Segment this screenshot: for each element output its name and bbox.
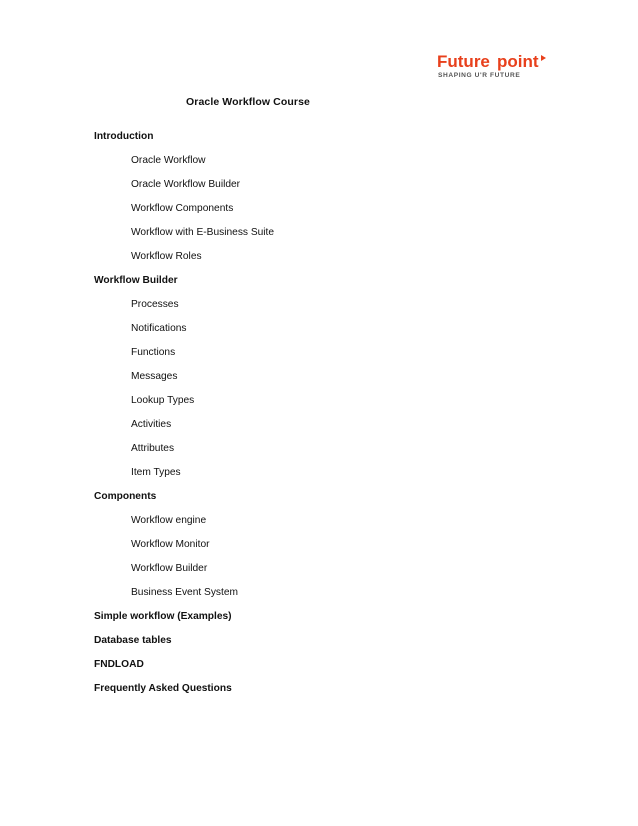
- outline-item: Workflow Roles: [131, 251, 202, 262]
- section-heading: Simple workflow (Examples): [94, 611, 232, 622]
- outline-item: Workflow engine: [131, 515, 207, 526]
- logo-name-point: point: [497, 52, 539, 71]
- futurepoint-logo: [437, 52, 567, 82]
- logo-name-future: Future: [437, 52, 490, 71]
- outline-item: Attributes: [131, 443, 175, 454]
- outline-item: Lookup Types: [131, 395, 195, 406]
- section-heading: Workflow Builder: [94, 275, 178, 286]
- outline-item: Notifications: [131, 323, 187, 334]
- logo-graphic: [437, 52, 567, 82]
- outline-item: Oracle Workflow: [131, 155, 206, 166]
- section-heading: Components: [94, 491, 157, 502]
- outline-item: Functions: [131, 347, 176, 358]
- outline-item: Workflow with E-Business Suite: [131, 227, 275, 238]
- outline-item: Item Types: [131, 467, 181, 478]
- outline-item: Business Event System: [131, 587, 239, 598]
- document-title: Oracle Workflow Course: [186, 96, 310, 108]
- section-heading: FNDLOAD: [94, 659, 144, 670]
- outline-item: Workflow Components: [131, 203, 234, 214]
- outline-item: Activities: [131, 419, 172, 430]
- outline-item: Workflow Monitor: [131, 539, 210, 550]
- outline-item: Oracle Workflow Builder: [131, 179, 241, 190]
- outline-item: Processes: [131, 299, 179, 310]
- section-heading: Database tables: [94, 635, 172, 646]
- outline-item: Messages: [131, 371, 178, 382]
- section-heading: Frequently Asked Questions: [94, 683, 232, 694]
- outline-item: Workflow Builder: [131, 563, 208, 574]
- logo-tagline: SHAPING U'R FUTURE: [438, 72, 521, 79]
- logo-arrow-icon: [541, 55, 546, 61]
- section-heading: Introduction: [94, 131, 154, 142]
